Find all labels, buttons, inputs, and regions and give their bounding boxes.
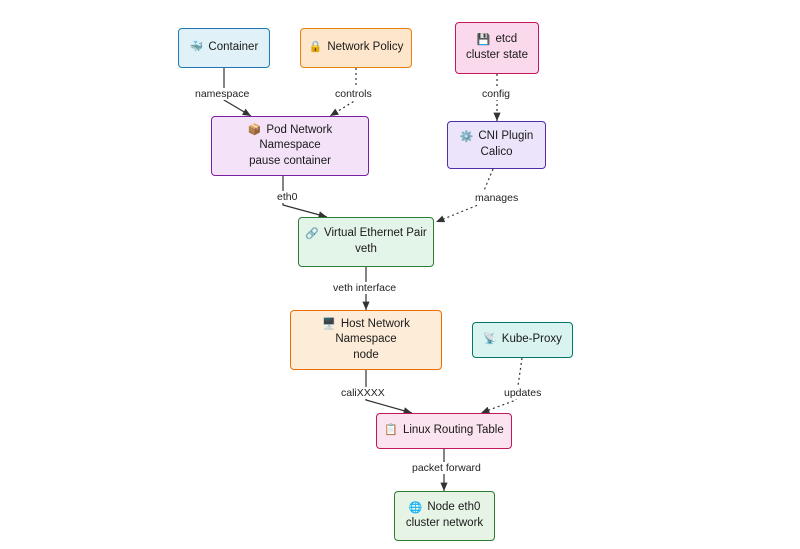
edge-label-calixxxx: caliXXXX [341,387,385,399]
edge-label-veth-interface: veth interface [333,282,397,294]
node-network-policy[interactable] [300,28,412,68]
node-sublabel: Namespace [259,139,321,152]
node-kube-proxy[interactable] [472,322,573,358]
node-label: etcd [495,33,518,46]
edge-label-eth0: eth0 [277,191,298,203]
edge-label-manages: manages [475,192,519,204]
node-sublabel: Namespace [335,333,397,346]
node-sublabel-2: pause container [249,154,331,167]
edge-label-controls: controls [335,88,372,100]
table-icon: 📋 [384,424,398,437]
node-label: CNI Plugin [478,130,534,143]
node-label: Node eth0 [427,501,481,514]
node-sublabel-2: node [353,348,379,361]
package-icon: 📦 [247,123,262,136]
node-virtual-ethernet-pair[interactable] [298,217,434,267]
node-label: Virtual Ethernet Pair [324,227,427,240]
node-etcd[interactable] [455,22,539,74]
edge-kubeproxy-to-routing [481,358,522,413]
node-node-eth0[interactable] [394,491,495,541]
globe-icon: 🌐 [408,501,423,514]
lock-icon: 🔒 [308,41,323,54]
edge-label-updates: updates [504,387,542,399]
node-label: Pod Network [266,123,333,136]
edge-label-config: config [482,88,511,100]
save-icon: 💾 [476,33,491,46]
gear-icon: ⚙️ [459,130,474,143]
node-label: Host Network [340,317,410,330]
node-sublabel: veth [355,243,377,255]
edge-label-packet-forward: packet forward [412,462,481,474]
node-label: Kube-Proxy [501,333,562,346]
node-sublabel: cluster network [405,517,484,529]
node-label: Container [208,41,259,54]
node-sublabel: Calico [480,146,513,158]
node-label: Linux Routing Table [402,424,504,437]
satellite-icon: 📡 [483,333,497,346]
node-sublabel: cluster state [466,49,528,61]
edge-label-namespace: namespace [195,88,250,100]
whale-icon: 🐳 [189,41,204,54]
node-host-network-namespace[interactable] [290,310,442,370]
node-container[interactable] [178,28,270,68]
monitor-icon: 🖥️ [322,317,336,330]
node-label: Network Policy [327,41,404,54]
link-icon: 🔗 [305,227,319,240]
node-pod-network-namespace[interactable] [211,116,369,176]
node-cni-plugin[interactable] [447,121,546,169]
node-linux-routing-table[interactable] [376,413,512,449]
